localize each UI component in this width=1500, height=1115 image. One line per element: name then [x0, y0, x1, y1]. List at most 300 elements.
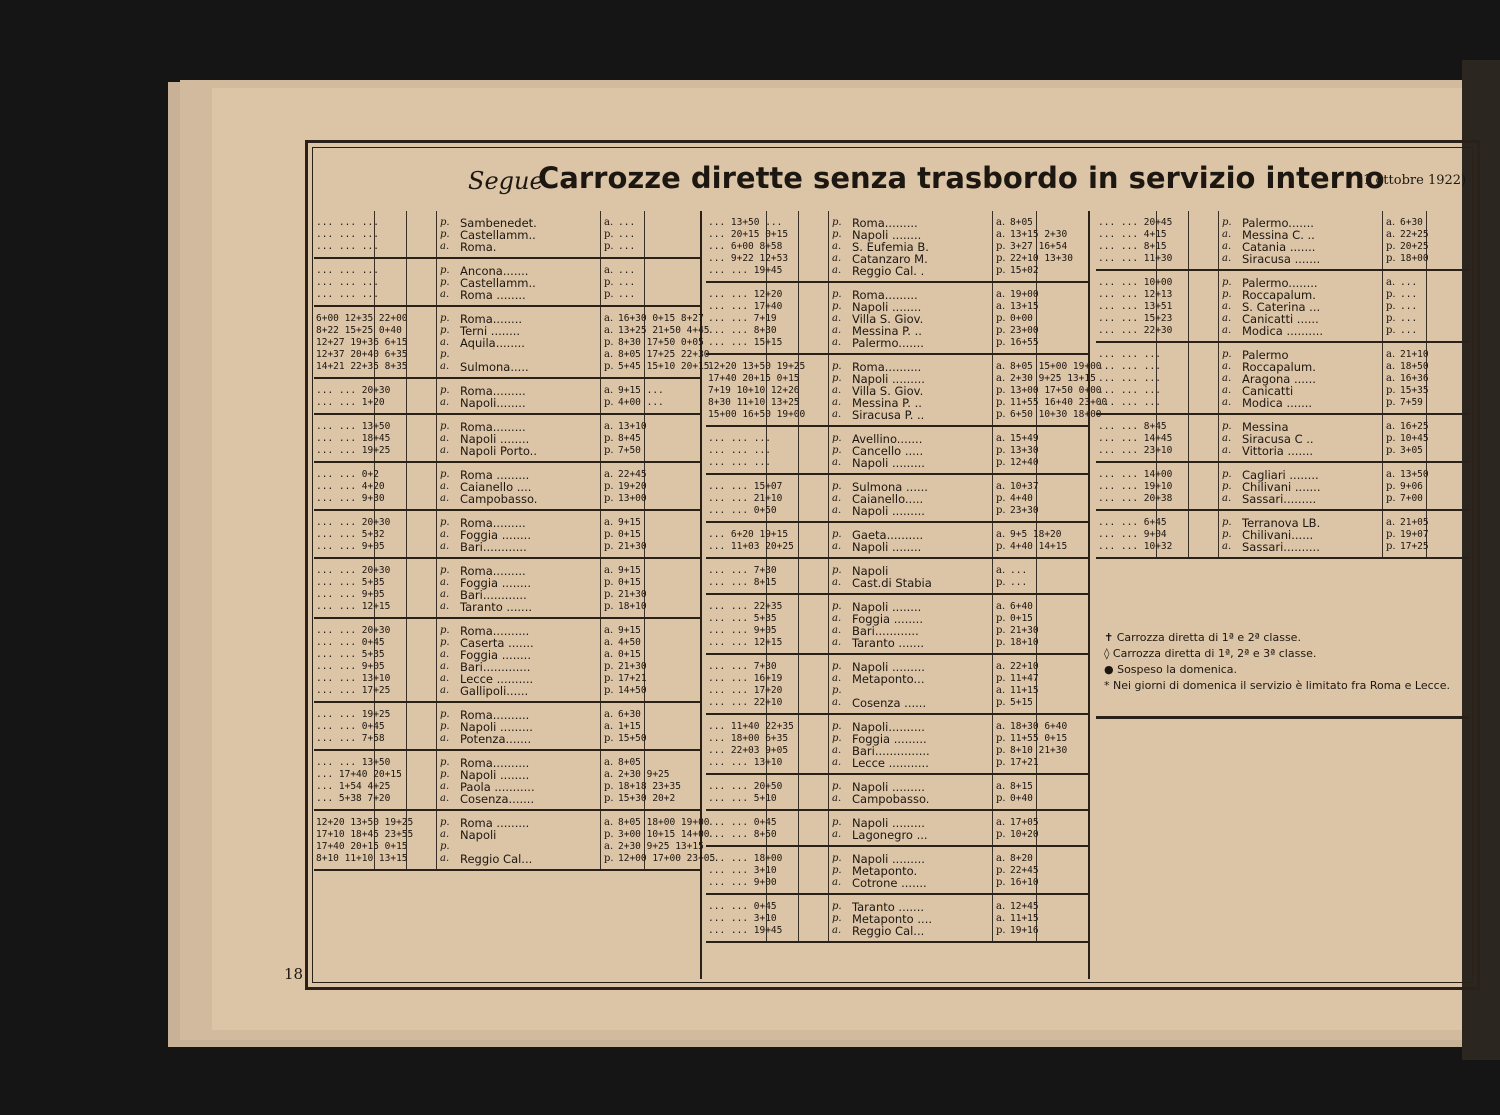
return-times: 8+05 [618, 757, 641, 768]
departure-times: ... ... 11+30 [1098, 253, 1173, 264]
station-name: Castellamm.. [460, 228, 536, 242]
arr-dep-marker-return: p. [1386, 301, 1396, 312]
arr-dep-marker: p. [1222, 289, 1232, 300]
return-times: 15+49 [1010, 433, 1039, 444]
station-name: Bari............ [460, 540, 527, 554]
return-times: 13+25 21+50 4+45 [618, 325, 710, 336]
station-name: Foggia ........ [460, 528, 531, 542]
timetable-block [1096, 415, 1470, 463]
arr-dep-marker: p. [440, 265, 450, 276]
station-name: Aragona ...... [1242, 372, 1316, 386]
departure-times: ... ... 20+30 [316, 517, 391, 528]
departure-times: ... ... 6+45 [1098, 517, 1167, 528]
departure-times: ... ... 1+20 [316, 397, 385, 408]
timetable-row [314, 852, 716, 866]
departure-times: ... ... 10+00 [1098, 277, 1173, 288]
departure-times: ... ... 7+30 [708, 565, 777, 576]
station-name: Reggio Cal... [852, 924, 925, 938]
return-times: ... [1010, 565, 1028, 576]
station-name: Campobasso. [460, 492, 538, 506]
timetable-row [706, 577, 1088, 589]
return-times: 22+45 [1010, 865, 1039, 876]
return-times: ... [618, 229, 636, 240]
timetable-row [706, 793, 1088, 805]
arr-dep-marker: a. [832, 673, 842, 684]
arr-dep-marker-return: a. [996, 685, 1006, 696]
departure-times: ... ... ... [316, 289, 379, 300]
return-times: 13+15 2+30 [1010, 229, 1068, 240]
timetable-row [1096, 493, 1470, 505]
departure-times: ... ... 0+2 [316, 469, 379, 480]
arr-dep-marker-return: p. [996, 241, 1006, 252]
timetable-row [314, 733, 700, 745]
station-name: Napoli ......... [852, 372, 925, 386]
timetable-column-1 [314, 211, 716, 979]
departure-times: ... ... 20+45 [1098, 217, 1173, 228]
arr-dep-marker: a. [440, 541, 450, 552]
station-name: Aquila........ [460, 336, 525, 350]
arr-dep-marker: p. [832, 289, 842, 300]
return-times: 18+10 [618, 601, 647, 612]
departure-times: ... 20+15 0+15 [708, 229, 789, 240]
timetable-block [314, 703, 700, 751]
station-name: Sulmona..... [460, 360, 529, 374]
arr-dep-marker-return: p. [996, 877, 1006, 888]
return-times: 3+27 16+54 [1010, 241, 1068, 252]
return-times: 21+10 [1400, 349, 1429, 360]
return-times: 0+15 [618, 529, 641, 540]
arr-dep-marker-return: p. [996, 733, 1006, 744]
arr-dep-marker: p. [832, 721, 842, 732]
arr-dep-marker-return: p. [996, 925, 1006, 936]
return-times: 3+00 10+15 14+00 [618, 829, 710, 840]
timetable-block [706, 559, 1088, 595]
arr-dep-marker-return: p. [996, 577, 1006, 588]
departure-times: ... 11+03 20+25 [708, 541, 794, 552]
arr-dep-marker-return: a. [604, 769, 614, 780]
return-times: 22+45 [618, 469, 647, 480]
departure-times: ... ... ... [708, 457, 771, 468]
arr-dep-marker-return: a. [996, 361, 1006, 372]
station-name: Messina [1242, 420, 1289, 434]
departure-times: ... ... ... [1098, 397, 1161, 408]
arr-dep-marker-return: p. [1386, 289, 1396, 300]
arr-dep-marker: a. [1222, 361, 1232, 372]
arr-dep-marker: p. [832, 433, 842, 444]
timetable-row [706, 829, 1088, 841]
departure-times: ... ... ... [316, 217, 379, 228]
departure-times: ... ... 10+32 [1098, 541, 1173, 552]
departure-times: ... ... 9+05 [316, 589, 385, 600]
return-times: 0+40 [1010, 793, 1033, 804]
return-times: 9+06 [1400, 481, 1423, 492]
station-name: Roma.......... [852, 360, 922, 374]
departure-times: ... ... ... [1098, 385, 1161, 396]
return-times: ... [1400, 325, 1418, 336]
arr-dep-marker: a. [832, 265, 842, 276]
timetable-row [706, 408, 1102, 422]
arr-dep-marker-return: p. [996, 673, 1006, 684]
arr-dep-marker-return: p. [604, 337, 614, 348]
arr-dep-marker-return: p. [996, 793, 1006, 804]
arr-dep-marker: a. [440, 853, 450, 864]
arr-dep-marker: p. [440, 325, 450, 336]
timetable-row [706, 505, 1088, 517]
return-times: 16+30 0+15 8+27 [618, 313, 704, 324]
departure-times: ... ... 5+32 [316, 529, 385, 540]
timetable-row [706, 697, 1088, 709]
return-times: 17+05 [1010, 817, 1039, 828]
departure-times: ... ... 5+35 [316, 649, 385, 660]
arr-dep-marker: p. [832, 901, 842, 912]
arr-dep-marker-return: a. [996, 913, 1006, 924]
departure-times: ... ... 17+40 [708, 301, 783, 312]
departure-times: ... ... 9+04 [1098, 529, 1167, 540]
departure-times: ... ... ... [708, 433, 771, 444]
station-name: Villa S. Giov. [852, 384, 924, 398]
station-name: Roma ......... [460, 816, 530, 830]
arr-dep-marker: p. [832, 301, 842, 312]
station-name: Messina C. .. [1242, 228, 1315, 242]
arr-dep-marker: p. [1222, 277, 1232, 288]
station-name: Castellamm.. [460, 276, 536, 290]
station-name: Roma ........ [460, 288, 526, 302]
station-name: Napoli ......... [852, 816, 925, 830]
return-times: 23+00 [1010, 325, 1039, 336]
arr-dep-marker: p. [1222, 469, 1232, 480]
arr-dep-marker-return: p. [996, 757, 1006, 768]
station-name: Gallipoli...... [460, 684, 529, 698]
station-name: Taranto ....... [460, 600, 533, 614]
arr-dep-marker: a. [440, 361, 450, 372]
departure-times: ... ... 17+25 [316, 685, 391, 696]
arr-dep-marker: p. [832, 529, 842, 540]
arr-dep-marker: a. [440, 733, 450, 744]
return-times: 8+10 21+30 [1010, 745, 1068, 756]
arr-dep-marker-return: a. [1386, 349, 1396, 360]
arr-dep-marker: a. [1222, 541, 1232, 552]
return-times: ... [1010, 577, 1028, 588]
arr-dep-marker-return: a. [1386, 277, 1396, 288]
return-times: 13+50 [1400, 469, 1429, 480]
arr-dep-marker-return: p. [1386, 313, 1396, 324]
station-name: Cagliari ........ [1242, 468, 1319, 482]
arr-dep-marker: a. [440, 481, 450, 492]
station-name: Siracusa C .. [1242, 432, 1314, 446]
arr-dep-marker-return: p. [604, 241, 614, 252]
arr-dep-marker: a. [440, 337, 450, 348]
departure-times: ... ... 12+13 [1098, 289, 1173, 300]
station-name: Bari............ [852, 624, 919, 638]
departure-times: 17+40 20+15 0+15 [316, 841, 408, 852]
arr-dep-marker: p. [440, 817, 450, 828]
timetable-block [706, 283, 1088, 355]
arr-dep-marker: p. [1222, 529, 1232, 540]
departure-times: ... 17+40 20+15 [316, 769, 402, 780]
return-times: 0+15 [1010, 613, 1033, 624]
arr-dep-marker: a. [1222, 229, 1232, 240]
station-name: S. Eufemia B. [852, 240, 929, 254]
departure-times: ... ... 19+25 [316, 709, 391, 720]
departure-times: ... ... 3+10 [708, 865, 777, 876]
departure-times: ... 5+38 7+20 [316, 793, 391, 804]
station-name: Terranova LB. [1242, 516, 1321, 530]
arr-dep-marker: a. [832, 613, 842, 624]
departure-times: ... ... 22+30 [1098, 325, 1173, 336]
departure-times: ... ... 19+45 [708, 265, 783, 276]
timetable-row [1096, 445, 1470, 457]
return-times: ... [618, 277, 636, 288]
arr-dep-marker: a. [832, 793, 842, 804]
return-times: 9+15 ... [618, 385, 664, 396]
departure-times: ... 9+22 12+53 [708, 253, 789, 264]
return-times: 17+21 [1010, 757, 1039, 768]
title-date: (1 ottobre 1922) [1358, 173, 1467, 188]
return-times: 0+15 [618, 649, 641, 660]
station-name: Lecce ........... [852, 756, 929, 770]
arr-dep-marker: p. [440, 313, 450, 324]
arr-dep-marker: a. [440, 589, 450, 600]
return-times: 6+40 [1010, 601, 1033, 612]
return-times: 8+05 18+00 19+00 [618, 817, 710, 828]
arr-dep-marker: p. [832, 913, 842, 924]
departure-times: ... ... 0+50 [708, 505, 777, 516]
arr-dep-marker-return: p. [996, 625, 1006, 636]
return-times: 11+55 16+40 23+00 [1010, 397, 1108, 408]
station-name: Caianello .... [460, 480, 532, 494]
arr-dep-marker-return: p. [996, 865, 1006, 876]
return-times: 10+37 [1010, 481, 1039, 492]
departure-times: ... ... 16+19 [708, 673, 783, 684]
arr-dep-marker: a. [440, 577, 450, 588]
return-times: 8+20 [1010, 853, 1033, 864]
return-times: 21+30 [618, 589, 647, 600]
arr-dep-marker-return: p. [996, 337, 1006, 348]
arr-dep-marker: a. [832, 409, 842, 420]
timetable-row [314, 493, 700, 505]
return-times: 18+00 [1400, 253, 1429, 264]
return-times: 11+15 [1010, 685, 1039, 696]
arr-dep-marker-return: p. [996, 697, 1006, 708]
timetable-block [1096, 211, 1470, 271]
legend-item: ◊ Carrozza diretta di 1ª, 2ª e 3ª classe. [1104, 647, 1317, 660]
departure-times: ... ... 7+58 [316, 733, 385, 744]
station-name: Napoli........ [460, 396, 526, 410]
arr-dep-marker-return: a. [996, 373, 1006, 384]
arr-dep-marker: p. [440, 565, 450, 576]
arr-dep-marker-return: a. [604, 817, 614, 828]
station-name: S. Caterina ... [1242, 300, 1321, 314]
return-times: ... [618, 241, 636, 252]
departure-times: ... ... ... [1098, 373, 1161, 384]
arr-dep-marker: a. [1222, 313, 1232, 324]
return-times: 13+00 [618, 493, 647, 504]
timetable-row [314, 816, 710, 830]
arr-dep-marker-return: p. [1386, 493, 1396, 504]
legend-divider [1096, 716, 1470, 719]
arr-dep-marker-return: p. [996, 265, 1006, 276]
arr-dep-marker: a. [832, 829, 842, 840]
arr-dep-marker-return: a. [604, 757, 614, 768]
departure-times: 12+37 20+40 6+35 [316, 349, 408, 360]
departure-times: ... 1+54 4+25 [316, 781, 391, 792]
return-times: 7+50 [618, 445, 641, 456]
departure-times: ... ... 0+45 [708, 817, 777, 828]
arr-dep-marker-return: a. [604, 517, 614, 528]
departure-times: ... ... 0+45 [708, 901, 777, 912]
return-times: 8+05 15+00 19+00 [1010, 361, 1102, 372]
station-name: Caserta ....... [460, 636, 534, 650]
timetable-row [314, 601, 700, 613]
station-name: Villa S. Giov. [852, 312, 924, 326]
return-times: ... [618, 289, 636, 300]
timetable-row [706, 541, 1088, 553]
return-times: 4+40 14+15 [1010, 541, 1068, 552]
arr-dep-marker: a. [440, 781, 450, 792]
timetable-row [706, 925, 1088, 937]
arr-dep-marker-return: p. [996, 505, 1006, 516]
arr-dep-marker-return: a. [604, 217, 614, 228]
arr-dep-marker-return: p. [1386, 481, 1396, 492]
arr-dep-marker-return: a. [1386, 469, 1396, 480]
arr-dep-marker-return: a. [604, 325, 614, 336]
arr-dep-marker-return: p. [996, 397, 1006, 408]
timetable-row [314, 685, 700, 697]
arr-dep-marker-return: p. [1386, 529, 1396, 540]
station-name: Caianello..... [852, 492, 924, 506]
station-name: Bari............... [852, 744, 930, 758]
departure-times: 8+30 11+10 13+25 [708, 397, 800, 408]
legend [1104, 631, 1464, 695]
station-name: Roma.......... [460, 708, 530, 722]
station-name: Taranto ....... [852, 900, 925, 914]
departure-times: ... 22+03 9+05 [708, 745, 789, 756]
return-times: 5+45 15+10 20+15 [618, 361, 710, 372]
timetable-block [314, 751, 700, 811]
arr-dep-marker-return: p. [996, 637, 1006, 648]
return-times: 8+30 17+50 0+05 [618, 337, 704, 348]
arr-dep-marker: p. [440, 769, 450, 780]
return-times: 6+30 [1400, 217, 1423, 228]
arr-dep-marker-return: a. [604, 649, 614, 660]
return-times: ... [1400, 301, 1418, 312]
return-times: 17+21 [618, 673, 647, 684]
return-times: 16+25 [1400, 421, 1429, 432]
arr-dep-marker-return: p. [996, 613, 1006, 624]
timetable-row [706, 757, 1088, 769]
return-times: 11+47 [1010, 673, 1039, 684]
return-times: 8+45 [618, 433, 641, 444]
return-times: 15+35 [1400, 385, 1429, 396]
arr-dep-marker: a. [1222, 301, 1232, 312]
return-times: 7+00 [1400, 493, 1423, 504]
station-name: Vittoria ....... [1242, 444, 1314, 458]
arr-dep-marker-return: p. [604, 793, 614, 804]
arr-dep-marker: a. [440, 793, 450, 804]
timetable-block [314, 463, 700, 511]
return-times: 12+00 17+00 23+05 [618, 853, 716, 864]
return-times: 10+20 [1010, 829, 1039, 840]
departure-times: 7+19 10+10 12+26 [708, 385, 800, 396]
return-times: 21+05 [1400, 517, 1429, 528]
timetable-row [1096, 397, 1470, 409]
departure-times: ... ... 13+10 [708, 757, 783, 768]
station-name: Sambenedet. [460, 216, 537, 230]
arr-dep-marker-return: a. [996, 853, 1006, 864]
arr-dep-marker: a. [832, 757, 842, 768]
timetable-column-2 [706, 211, 1108, 979]
arr-dep-marker-return: p. [1386, 325, 1396, 336]
arr-dep-marker-return: a. [996, 817, 1006, 828]
arr-dep-marker: p. [832, 445, 842, 456]
arr-dep-marker: p. [832, 733, 842, 744]
arr-dep-marker: p. [1222, 217, 1232, 228]
arr-dep-marker-return: p. [604, 577, 614, 588]
arr-dep-marker: a. [440, 829, 450, 840]
return-times: 17+25 [1400, 541, 1429, 552]
station-name: Palermo........ [1242, 276, 1318, 290]
arr-dep-marker: p. [440, 277, 450, 288]
page-title: Carrozze dirette senza trasbordo in servizio interno [538, 161, 1385, 195]
return-times: 2+30 9+25 [618, 769, 670, 780]
arr-dep-marker-return: a. [996, 565, 1006, 576]
departure-times: ... ... ... [316, 229, 379, 240]
departure-times: ... ... 12+15 [708, 637, 783, 648]
station-name: Siracusa ....... [1242, 252, 1321, 266]
return-times: 9+5 18+20 [1010, 529, 1062, 540]
arr-dep-marker: a. [832, 541, 842, 552]
arr-dep-marker: a. [440, 241, 450, 252]
timetable-block [706, 211, 1088, 283]
return-times: 11+55 0+15 [1010, 733, 1068, 744]
timetable-block [706, 655, 1088, 715]
arr-dep-marker-return: p. [604, 289, 614, 300]
return-times: 19+00 [1010, 289, 1039, 300]
departure-times: ... ... 8+50 [708, 829, 777, 840]
station-name: Messina P. .. [852, 324, 922, 338]
arr-dep-marker: a. [832, 241, 842, 252]
legend-item: * Nei giorni di domenica il servizio è limitato fra Roma e Lecce. [1104, 679, 1450, 692]
return-times: 15+02 [1010, 265, 1039, 276]
arr-dep-marker-return: p. [996, 541, 1006, 552]
return-times: 6+50 10+30 18+00 [1010, 409, 1102, 420]
station-name: Roma......... [460, 384, 526, 398]
departure-times: ... ... 21+10 [708, 493, 783, 504]
arr-dep-marker: p. [832, 373, 842, 384]
arr-dep-marker: a. [832, 313, 842, 324]
timetable-block [706, 475, 1088, 523]
return-times: 18+18 23+35 [618, 781, 681, 792]
arr-dep-marker: p. [440, 385, 450, 396]
departure-times: 8+22 15+25 0+40 [316, 325, 402, 336]
station-name: Siracusa P. .. [852, 408, 925, 422]
arr-dep-marker: a. [832, 385, 842, 396]
arr-dep-marker-return: p. [1386, 253, 1396, 264]
timetable-row [314, 541, 700, 553]
station-name: Gaeta.......... [852, 528, 924, 542]
station-name: Sassari.......... [1242, 540, 1320, 554]
departure-times: ... 18+00 6+35 [708, 733, 789, 744]
return-times: 9+15 [618, 565, 641, 576]
arr-dep-marker-return: p. [1386, 433, 1396, 444]
arr-dep-marker: p. [832, 661, 842, 672]
arr-dep-marker: p. [1222, 421, 1232, 432]
return-times: 18+10 [1010, 637, 1039, 648]
station-name: Roma......... [852, 216, 918, 230]
departure-times: ... ... 0+45 [316, 721, 385, 732]
departure-times: ... ... 13+50 [316, 757, 391, 768]
timetable-row [314, 241, 700, 253]
